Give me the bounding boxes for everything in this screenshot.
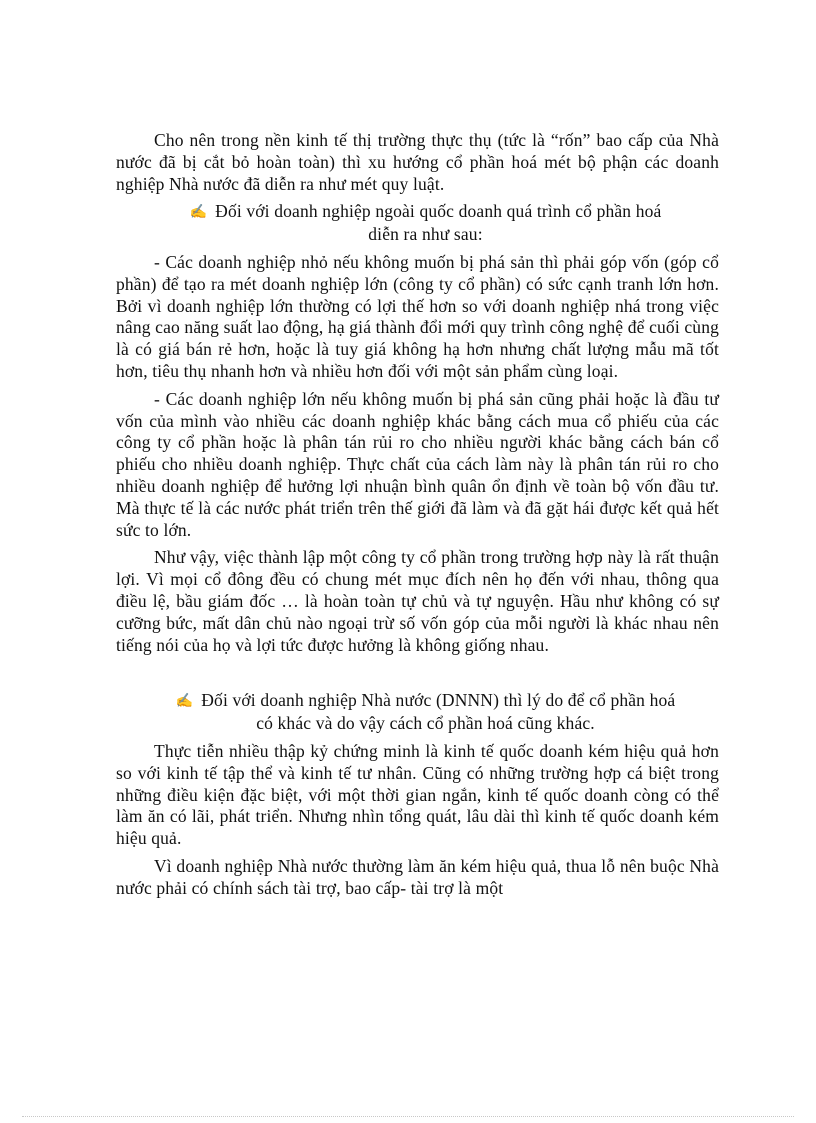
paragraph-founding: Như vậy, việc thành lập một công ty cổ phần trong trường hợp này là rất thuận lợi. Vì mọi cổ đông đều có chung mét mục đích nên họ đến với nhau, thông qua điều lệ, bầu giám đốc … là hoàn toàn tự chủ và tự nguyện. Hầu như không có sự cưỡng bức, mất dân chủ nào ngoại trừ số vốn góp của mỗi người là khác nhau nên tiếng nói của họ và lợi tức được hưởng là không giống nhau. [116, 547, 719, 655]
paragraph-intro: Cho nên trong nền kinh tế thị trường thực thụ (tức là “rốn” bao cấp của Nhà nước đã bị cắt bỏ hoàn toàn) thì xu hướng cổ phần hoá mét bộ phận các doanh nghiệp Nhà nước đã diễn ra như mét quy luật. [116, 130, 719, 194]
section-heading-state [116, 690, 719, 735]
paragraph-state-efficiency: Thực tiễn nhiều thập kỷ chứng minh là kinh tế quốc doanh kém hiệu quả hơn so với kinh tế tập thể và kinh tế tư nhân. Cũng có những trường hợp cá biệt trong những điều kiện đặc biệt, với một thời gian ngắn, kinh tế quốc doanh còng có thể làm ăn có lãi, phát triển. Nhưng nhìn tổng quát, lâu dài thì kinh tế quốc doanh kém hiệu quả. [116, 740, 719, 849]
writing-hand-icon: ✍ [189, 205, 208, 221]
spacer [116, 662, 719, 690]
paragraph-state-subsidy: Vì doanh nghiệp Nhà nước thường làm ăn kém hiệu quả, thua lỗ nên buộc Nhà nước phải có chính sách tài trợ, bao cấp- tài trợ là một [116, 855, 719, 898]
page-bottom-rule [22, 1116, 794, 1117]
writing-hand-icon: ✍ [175, 694, 194, 710]
paragraph-small-enterprises: - Các doanh nghiệp nhỏ nếu không muốn bị phá sản thì phải góp vốn (góp cổ phần) để tạo ra mét doanh nghiệp lớn (công ty cổ phần) có sức cạnh tranh lớn hơn. Bởi vì doanh nghiệp lớn thường có lợi thế hơn so với doanh nghiệp nhá trong việc nâng cao năng suất lao động, hạ giá thành đổi mới quy trình công nghệ để cuối cùng là có giá bán rẻ hơn, hoặc là tuy giá không hạ hơn nhưng chất lượng mẫu mã tốt hơn, tiêu thụ nhanh hơn và nhiều hơn đối với một sản phẩm cùng loại. [116, 251, 719, 381]
paragraph-large-enterprises: - Các doanh nghiệp lớn nếu không muốn bị phá sản cũng phải hoặc là đầu tư vốn của mình vào nhiều các doanh nghiệp khác bằng cách mua cổ phiếu của các công ty cổ phần hoặc là phân tán rủi ro cho nhiều người khác bằng cách bán cổ phiếu cho nhiều doanh nghiệp. Thực chất của cách làm này là phân tán rủi ro cho nhiều doanh nghiệp để hưởng lợi nhuận bình quân ổn định về toàn bộ vốn đầu tư. Mà thực tế là các nước phát triển trên thế giới đã làm và đã gặt hái được kết quả hết sức to lớn. [116, 388, 719, 540]
document-page [116, 130, 719, 906]
section-heading-non-state [116, 201, 719, 246]
section-heading-text: Đối với doanh nghiệp ngoài quốc doanh quá trình cổ phần hoá diễn ra như sau: [215, 201, 662, 245]
section-heading-text: Đối với doanh nghiệp Nhà nước (DNNN) thì lý do để cổ phần hoá có khác và do vậy cách cổ phần hoá cũng khác. [201, 690, 676, 734]
